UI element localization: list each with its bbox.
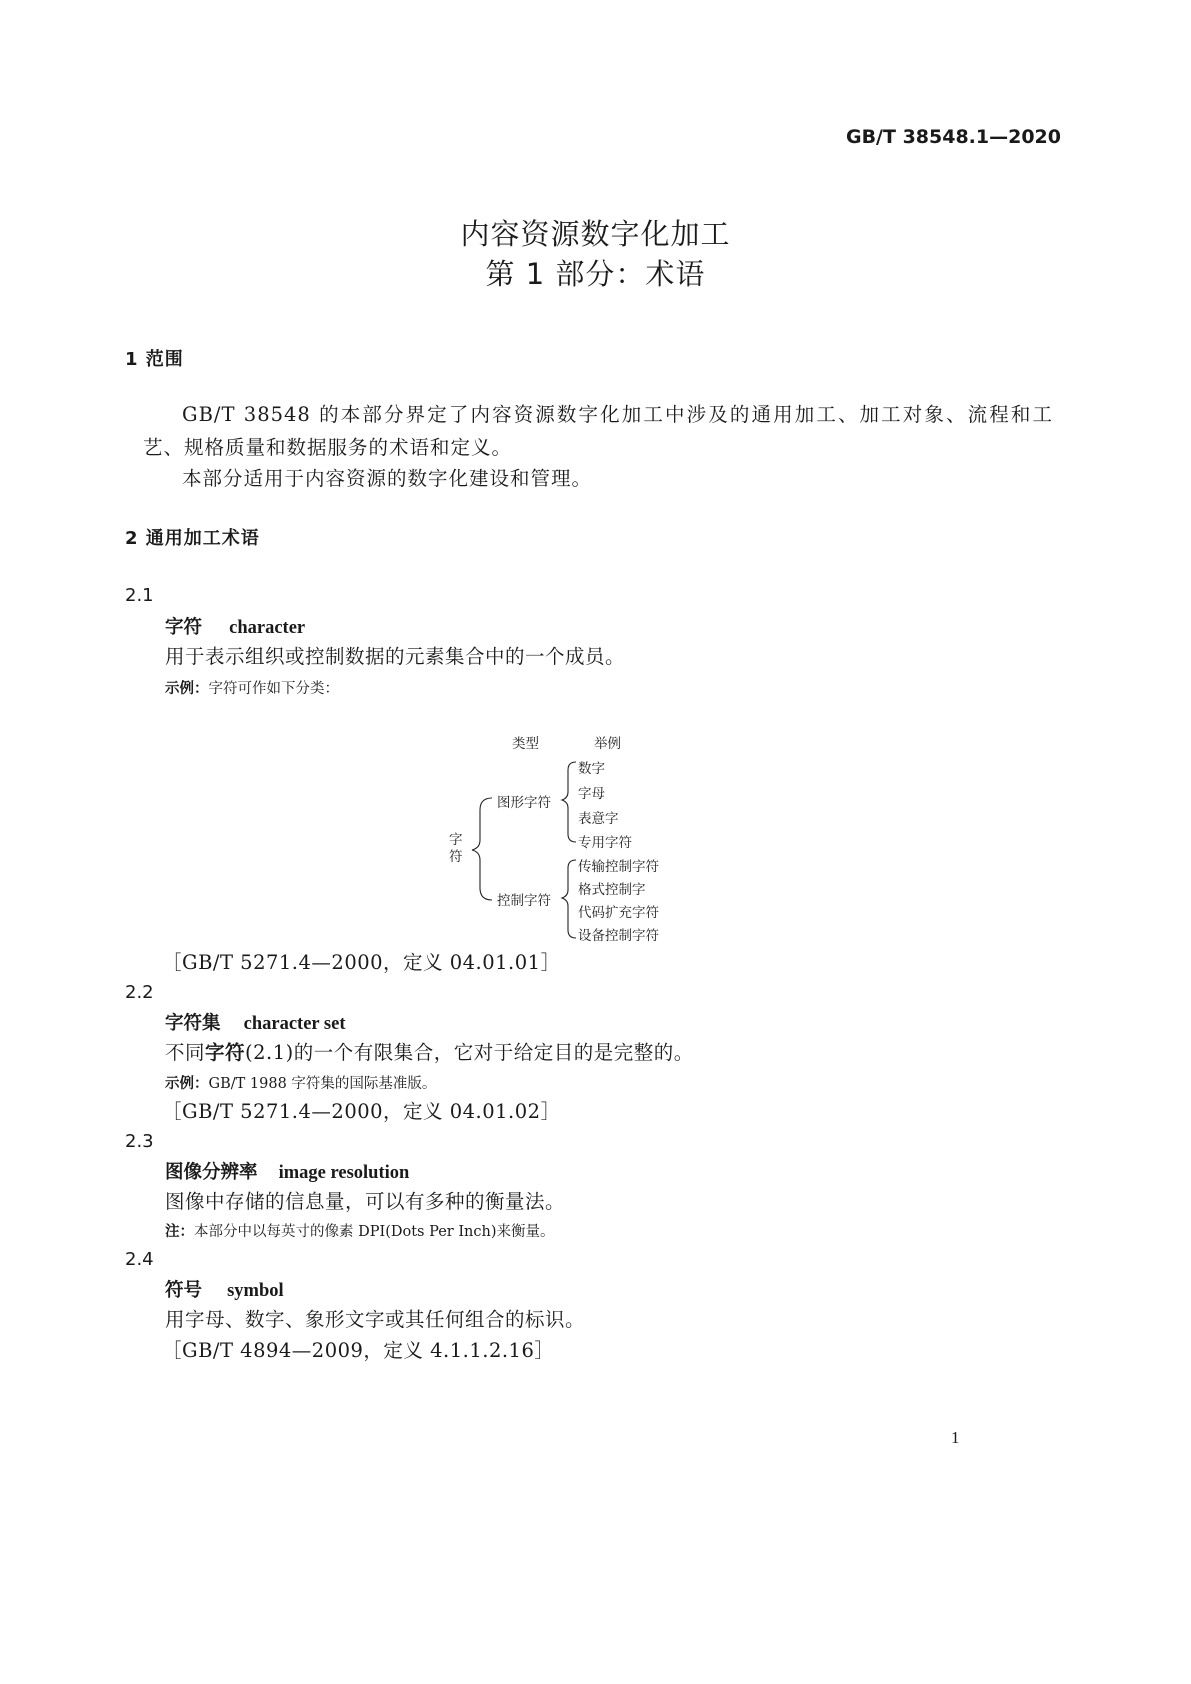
diagram-header-type: 类型 bbox=[512, 736, 539, 752]
term-number: 2.3 bbox=[125, 1131, 154, 1152]
term-source: ［GB/T 4894—2009，定义 4.1.1.2.16］ bbox=[162, 1339, 555, 1362]
scope-paragraph-2: 本部分适用于内容资源的数字化建设和管理。 bbox=[182, 467, 593, 490]
scope-paragraph-1: GB/T 38548 的本部分界定了内容资源数字化加工中涉及的通用加工、加工对象、流程和工艺、规格质量和数据服务的术语和定义。 bbox=[143, 403, 1053, 459]
root-brace bbox=[472, 798, 492, 900]
graphic-brace bbox=[562, 762, 576, 842]
diagram-control-item: 设备控制字符 bbox=[578, 928, 659, 944]
page-number: 1 bbox=[951, 1428, 960, 1447]
diagram-root: 字符 bbox=[449, 832, 463, 865]
diagram-graphic-item: 字母 bbox=[578, 786, 605, 802]
example-label: 示例： bbox=[165, 681, 209, 697]
example-text: GB/T 1988 字符集的国际基准版。 bbox=[208, 1076, 437, 1092]
term-source: ［GB/T 5271.4—2000，定义 04.01.02］ bbox=[162, 1100, 561, 1123]
term-zh: 图像分辨率 bbox=[165, 1162, 258, 1183]
term-en: symbol bbox=[227, 1281, 284, 1301]
term-reference: 字符 bbox=[205, 1041, 246, 1064]
term-definition: 用于表示组织或控制数据的元素集合中的一个成员。 bbox=[165, 645, 626, 668]
term-heading bbox=[165, 1158, 409, 1184]
term-example bbox=[165, 1072, 436, 1093]
definition-text: 不同 bbox=[165, 1041, 206, 1064]
document-title: 内容资源数字化加工 bbox=[460, 217, 731, 251]
term-number: 2.1 bbox=[125, 585, 154, 606]
term-en: image resolution bbox=[278, 1163, 410, 1183]
diagram-header-example: 举例 bbox=[594, 736, 621, 752]
term-heading bbox=[165, 613, 305, 639]
note-text: 本部分中以每英寸的像素 DPI(Dots Per Inch)来衡量。 bbox=[194, 1224, 555, 1240]
term-heading bbox=[165, 1009, 345, 1035]
diagram-graphic-item: 专用字符 bbox=[578, 835, 632, 851]
term-example bbox=[165, 677, 339, 698]
term-zh: 符号 bbox=[165, 1280, 203, 1301]
term-number: 2.4 bbox=[125, 1249, 154, 1270]
example-label: 示例： bbox=[165, 1076, 209, 1092]
note-label: 注： bbox=[165, 1224, 194, 1240]
standard-number: GB/T 38548.1—2020 bbox=[845, 126, 1061, 148]
term-en: character bbox=[229, 618, 306, 638]
section-1-heading: 1 范围 bbox=[125, 349, 184, 370]
diagram-control-item: 传输控制字符 bbox=[578, 859, 659, 875]
diagram-control-item: 格式控制字 bbox=[578, 882, 646, 898]
diagram-graphic-item: 表意字 bbox=[578, 811, 619, 827]
definition-text: (2.1)的一个有限集合，它对于给定目的是完整的。 bbox=[245, 1041, 694, 1064]
diagram-graphic-label: 图形字符 bbox=[497, 795, 551, 811]
term-en: character set bbox=[243, 1014, 346, 1034]
diagram-control-label: 控制字符 bbox=[497, 893, 551, 909]
term-note bbox=[165, 1220, 555, 1241]
term-zh: 字符集 bbox=[165, 1013, 221, 1034]
term-definition: 图像中存储的信息量，可以有多种的衡量法。 bbox=[165, 1190, 566, 1213]
term-heading bbox=[165, 1276, 284, 1302]
term-definition bbox=[165, 1037, 694, 1069]
diagram-control-item: 代码扩充字符 bbox=[578, 905, 659, 921]
term-number: 2.2 bbox=[125, 982, 154, 1003]
diagram-graphic-item: 数字 bbox=[578, 761, 605, 777]
control-brace bbox=[562, 860, 576, 938]
example-text: 字符可作如下分类： bbox=[208, 681, 339, 697]
term-zh: 字符 bbox=[165, 617, 203, 638]
section-2-heading: 2 通用加工术语 bbox=[125, 528, 260, 549]
document-subtitle: 第 1 部分：术语 bbox=[485, 257, 706, 291]
term-source: ［GB/T 5271.4—2000，定义 04.01.01］ bbox=[162, 951, 561, 974]
term-definition: 用字母、数字、象形文字或其任何组合的标识。 bbox=[165, 1308, 586, 1331]
